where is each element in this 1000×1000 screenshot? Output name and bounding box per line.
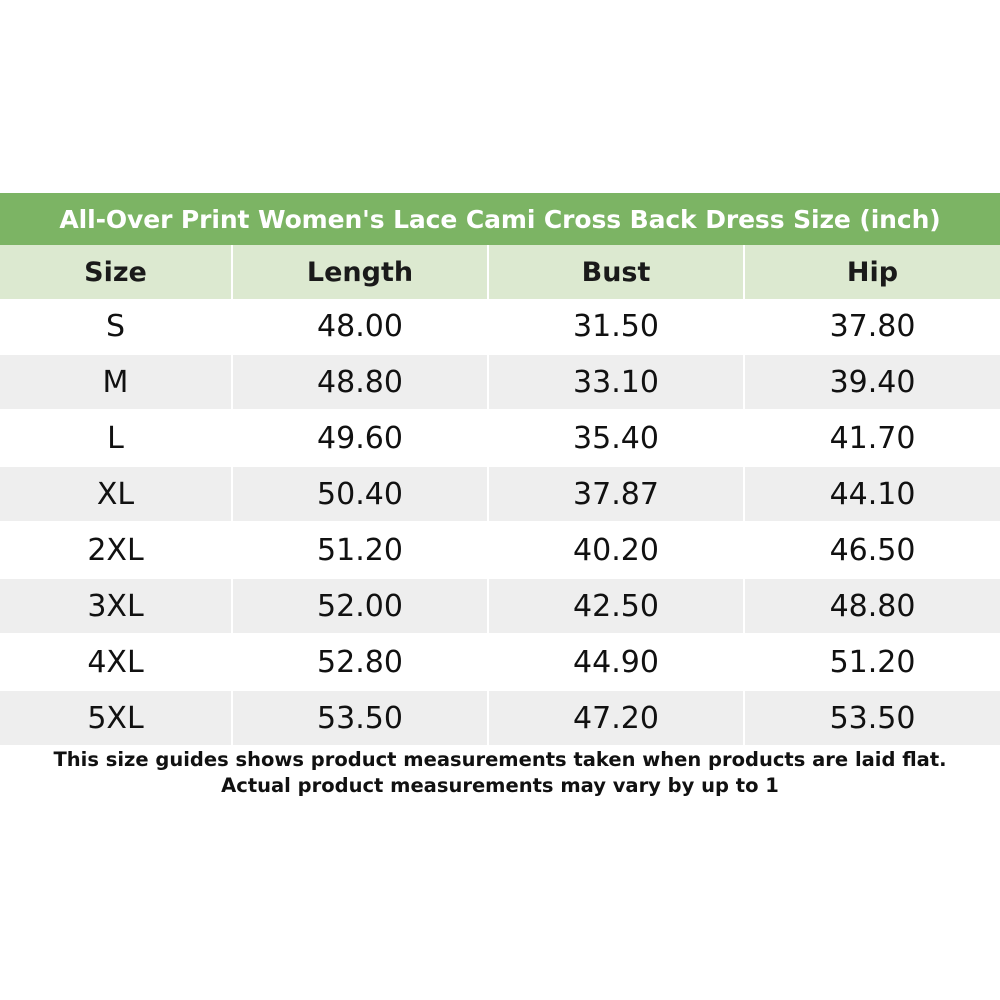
- cell-bust: 31.50: [488, 299, 744, 354]
- cell-hip: 51.20: [744, 634, 1000, 690]
- cell-size: M: [0, 354, 232, 410]
- table-header-row: [0, 245, 1000, 299]
- cell-length: 52.00: [232, 578, 488, 634]
- cell-length: 51.20: [232, 522, 488, 578]
- cell-hip: 37.80: [744, 299, 1000, 354]
- cell-length: 48.00: [232, 299, 488, 354]
- column-header-hip: Hip: [744, 245, 1000, 299]
- cell-bust: 47.20: [488, 690, 744, 746]
- title-row: [0, 193, 1000, 245]
- cell-size: 2XL: [0, 522, 232, 578]
- table-row: [0, 578, 1000, 634]
- cell-length: 53.50: [232, 690, 488, 746]
- size-chart-container: [0, 193, 1000, 800]
- cell-bust: 33.10: [488, 354, 744, 410]
- table-row: [0, 299, 1000, 354]
- note-line-1: This size guides shows product measurements taken when products are laid flat.: [53, 748, 947, 771]
- cell-hip: 53.50: [744, 690, 1000, 746]
- table-row: [0, 522, 1000, 578]
- cell-hip: 46.50: [744, 522, 1000, 578]
- note-row: [0, 746, 1000, 800]
- cell-bust: 35.40: [488, 410, 744, 466]
- table-row: [0, 410, 1000, 466]
- cell-size: 4XL: [0, 634, 232, 690]
- cell-size: L: [0, 410, 232, 466]
- column-header-bust: Bust: [488, 245, 744, 299]
- column-header-size: Size: [0, 245, 232, 299]
- cell-size: 5XL: [0, 690, 232, 746]
- measurement-note: [0, 746, 1000, 800]
- cell-bust: 42.50: [488, 578, 744, 634]
- table-row: [0, 466, 1000, 522]
- cell-length: 49.60: [232, 410, 488, 466]
- table-row: [0, 634, 1000, 690]
- cell-hip: 41.70: [744, 410, 1000, 466]
- cell-bust: 40.20: [488, 522, 744, 578]
- cell-hip: 44.10: [744, 466, 1000, 522]
- cell-length: 52.80: [232, 634, 488, 690]
- size-chart-table: [0, 193, 1000, 800]
- cell-bust: 37.87: [488, 466, 744, 522]
- table-row: [0, 354, 1000, 410]
- column-header-length: Length: [232, 245, 488, 299]
- chart-title: All-Over Print Women's Lace Cami Cross Back Dress Size (inch): [0, 193, 1000, 245]
- cell-length: 50.40: [232, 466, 488, 522]
- cell-size: S: [0, 299, 232, 354]
- cell-size: XL: [0, 466, 232, 522]
- cell-hip: 48.80: [744, 578, 1000, 634]
- cell-hip: 39.40: [744, 354, 1000, 410]
- cell-bust: 44.90: [488, 634, 744, 690]
- cell-size: 3XL: [0, 578, 232, 634]
- cell-length: 48.80: [232, 354, 488, 410]
- note-line-2: Actual product measurements may vary by up to 1: [221, 774, 779, 798]
- table-row: [0, 690, 1000, 746]
